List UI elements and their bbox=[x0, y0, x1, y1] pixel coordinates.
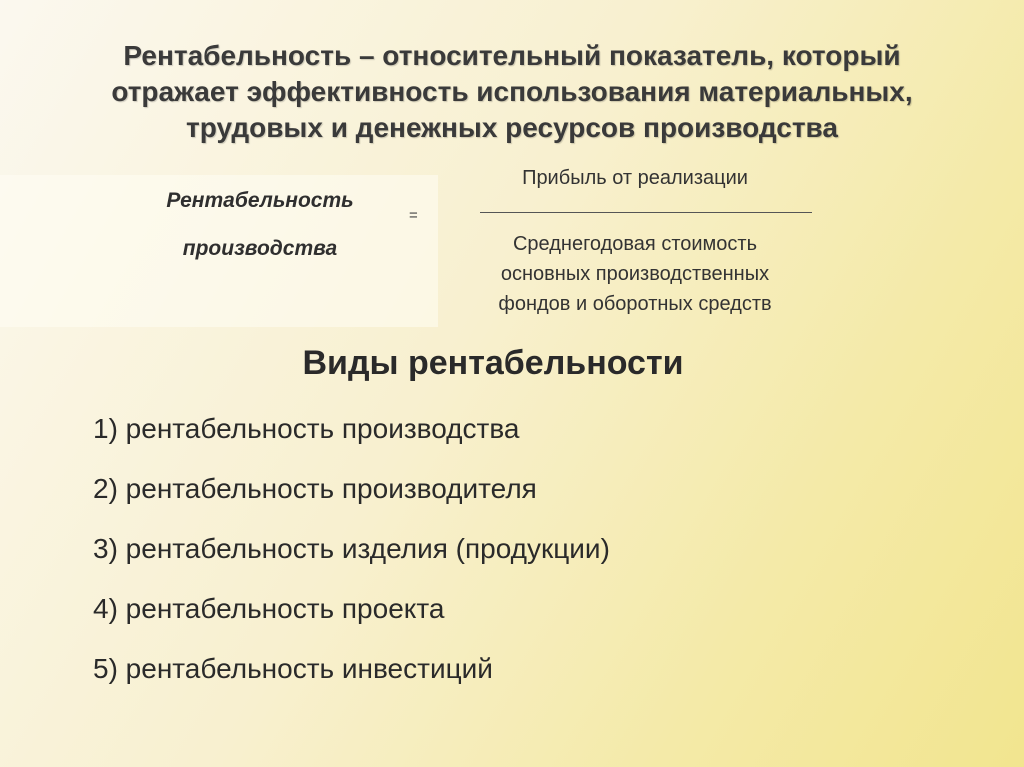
formula-denominator bbox=[440, 229, 830, 319]
list-item: 3) рентабельность изделия (продукции) bbox=[93, 533, 610, 564]
formula-lhs-line2: производства bbox=[182, 237, 338, 260]
section-heading: Виды рентабельности bbox=[302, 344, 684, 382]
profitability-types-list bbox=[93, 404, 610, 704]
list-item: 2) рентабельность производителя bbox=[93, 473, 537, 504]
formula-numerator: Прибыль от реализации bbox=[522, 167, 748, 189]
list-item: 4) рентабельность проекта bbox=[93, 593, 445, 624]
equals-sign: = bbox=[409, 207, 418, 224]
list-item: 1) рентабельность производства bbox=[93, 413, 520, 444]
title-line: отражает эффективность использования материальных, bbox=[111, 76, 913, 107]
fraction-line bbox=[480, 212, 812, 213]
list-item: 5) рентабельность инвестиций bbox=[93, 653, 493, 684]
title-line: Рентабельность – относительный показатель, который bbox=[123, 40, 901, 71]
denominator-line: фондов и оборотных средств bbox=[498, 293, 772, 315]
denominator-line: Среднегодовая стоимость bbox=[512, 233, 757, 255]
formula-lhs-line1: Рентабельность bbox=[166, 189, 354, 212]
title-line: трудовых и денежных ресурсов производства bbox=[186, 112, 838, 143]
slide-title bbox=[40, 38, 984, 146]
denominator-line: основных производственных bbox=[500, 263, 770, 285]
